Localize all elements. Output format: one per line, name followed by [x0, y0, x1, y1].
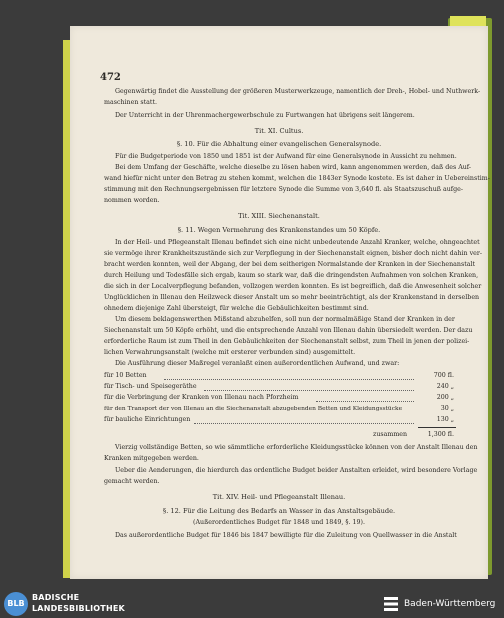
paragraph-heading: §. 12. Für die Leitung des Bedarfs an Wasser in das Anstaltsgebäude.: [162, 507, 396, 515]
library-name-line2: LANDESBIBLIOTHEK: [32, 604, 125, 613]
cost-item-amount: 130 „: [436, 416, 454, 423]
cost-item-amount: 200 „: [436, 394, 454, 401]
section-heading: Tit. XI. Cultus.: [254, 127, 304, 135]
leader-dots: [164, 379, 414, 380]
text-line: Das außerordentliche Budget für 1846 bis 1847 bewilligte für die Zuleitung von Quellwasser in die Anstalt: [115, 532, 457, 539]
leader-dots: [194, 423, 414, 424]
leader-dots: [204, 390, 414, 391]
state-name[interactable]: Baden-Württemberg: [404, 599, 496, 609]
cost-item-amount: 700 fl.: [433, 372, 454, 379]
section-heading: Tit. XIV. Heil- und Pflegeanstalt Illenau.: [212, 493, 346, 501]
sum-rule: [418, 427, 456, 428]
text-line: Bei dem Umfang der Geschäfte, welche dieselbe zu lösen haben wird, kann angenommen werden, daß des Auf-: [115, 164, 472, 171]
text-line: wand hiefür nicht unter den Betrag zu stehen kommt, welchen die 1843er Synode kostete. Es ist daher in Uebereinstim-: [104, 175, 490, 182]
text-line: nommen worden.: [104, 197, 160, 204]
blb-logo-icon[interactable]: BLB: [4, 592, 28, 616]
text-line: bracht werden konnten, weil der Abgang, der bei dem seitherigen Normalstande der Kranken in der Siechenanstalt: [104, 261, 476, 268]
cost-item-label: für bauliche Einrichtungen: [104, 416, 191, 423]
text-line: In der Heil- und Pflegeanstalt Illenau befindet sich eine nicht unbedeutende Anzahl Kranker, welche, ohngeachtet: [115, 239, 480, 246]
section-heading: Tit. XIII. Siechenanstalt.: [238, 212, 320, 220]
text-line: Für die Budgetperiode von 1850 und 1851 ist der Aufwand für eine Generalsynode in Aussicht zu nehmen.: [115, 153, 457, 160]
cost-item-label: für die Verbringung der Kranken von Illenau nach Pforzheim: [104, 394, 299, 401]
cost-item-label: für 10 Betten: [104, 372, 147, 379]
text-line: maschinen statt.: [104, 99, 157, 106]
leader-dots: [316, 401, 414, 402]
text-line: Gegenwärtig findet die Ausstellung der größeren Musterwerkzeuge, namentlich der Dreh-, Hobel- und Nuthwerk-: [115, 88, 481, 95]
text-line: ohnedem diejenige Zahl übersteigt, für welche die Gebäulichkeiten bestimmt sind.: [104, 305, 369, 312]
text-line: stimmung mit den Rechnungsergebnissen für letztere Synode die Summe von 3,640 fl. als Staatszuschuß aufge-: [104, 186, 464, 193]
cost-item-amount: 30 „: [440, 405, 454, 412]
text-line: sie vermöge ihrer Krankheitszustände sich zur Verpflegung in der Siechenanstalt eignen, bisher doch nicht dahin ver-: [104, 250, 482, 257]
state-coat-of-arms-icon: [382, 594, 400, 614]
library-name-line1: BADISCHE: [32, 593, 80, 602]
total-amount: 1,300 fl.: [427, 431, 454, 438]
paragraph-heading: §. 11. Wegen Vermehrung des Krankenstandes um 50 Köpfe.: [177, 226, 381, 234]
page-number: 472: [100, 72, 121, 83]
text-line: Um diesem beklagenswerthen Mißstand abzuhelfen, soll nun der normalmäßige Stand der Kranken in der: [115, 316, 455, 323]
paragraph-heading: §. 10. Für die Abhaltung einer evangelischen Generalsynode.: [176, 140, 382, 148]
cost-item-label: für Tisch- und Speisegeräthe: [104, 383, 197, 390]
text-line: Unglücklichen in Illenau den Heilzweck dieser Anstalt um so mehr beeinträchtigt, als der Krankenstand in derselben: [104, 294, 480, 301]
text-line: lichen Verwahrungsanstalt (welche mit ersterer verbunden sind) ausgemittelt.: [104, 349, 356, 356]
total-label: zusammen: [373, 431, 408, 438]
book-page: [70, 26, 488, 579]
text-line: Kranken mitgegeben werden.: [104, 455, 199, 462]
text-line: erforderliche Raum ist zum Theil in den Gebäulichkeiten der Siechenanstalt selbst, zum Theil in jenen der polizei-: [104, 338, 470, 345]
cost-item-label: für den Transport der von Illenau an die Siechenanstalt abzugebenden Betten und Kleidungsstücke: [104, 406, 403, 412]
text-line: Der Unterricht in der Uhrenmachergewerbschule zu Furtwangen hat übrigens seit längerem.: [115, 112, 415, 119]
paragraph-subheading: (Außerordentliches Budget für 1848 und 1849, §. 19).: [193, 519, 365, 526]
text-line: durch Heilung und Todesfälle sich ergab, kaum so stark war, daß die dringendsten Aufnahmen von solchen Kranken,: [104, 272, 479, 279]
text-line: Die Ausführung dieser Maßregel veranlaßt einen außerordentlichen Aufwand, und zwar:: [115, 360, 400, 367]
text-line: Ueber die Aenderungen, die hierdurch das ordentliche Budget beider Anstalten erleidet, wird besondere Vorlage: [115, 467, 478, 474]
text-line: gemacht werden.: [104, 478, 160, 485]
text-line: Vierzig vollständige Betten, so wie sämmtliche erforderliche Kleidungsstücke können von der Anstalt Illenau den: [115, 444, 478, 451]
text-line: Siechenanstalt um 50 Köpfe erhöht, und die entsprechende Anzahl von Illenau dahin übersiedelt werden. Der dazu: [104, 327, 473, 334]
text-line: die sich in der Localverpflegung befanden, vollzogen werden konnten. Es ist begreiflich, daß die Anwesenheit solcher: [104, 283, 482, 290]
cost-item-amount: 240 „: [436, 383, 454, 390]
